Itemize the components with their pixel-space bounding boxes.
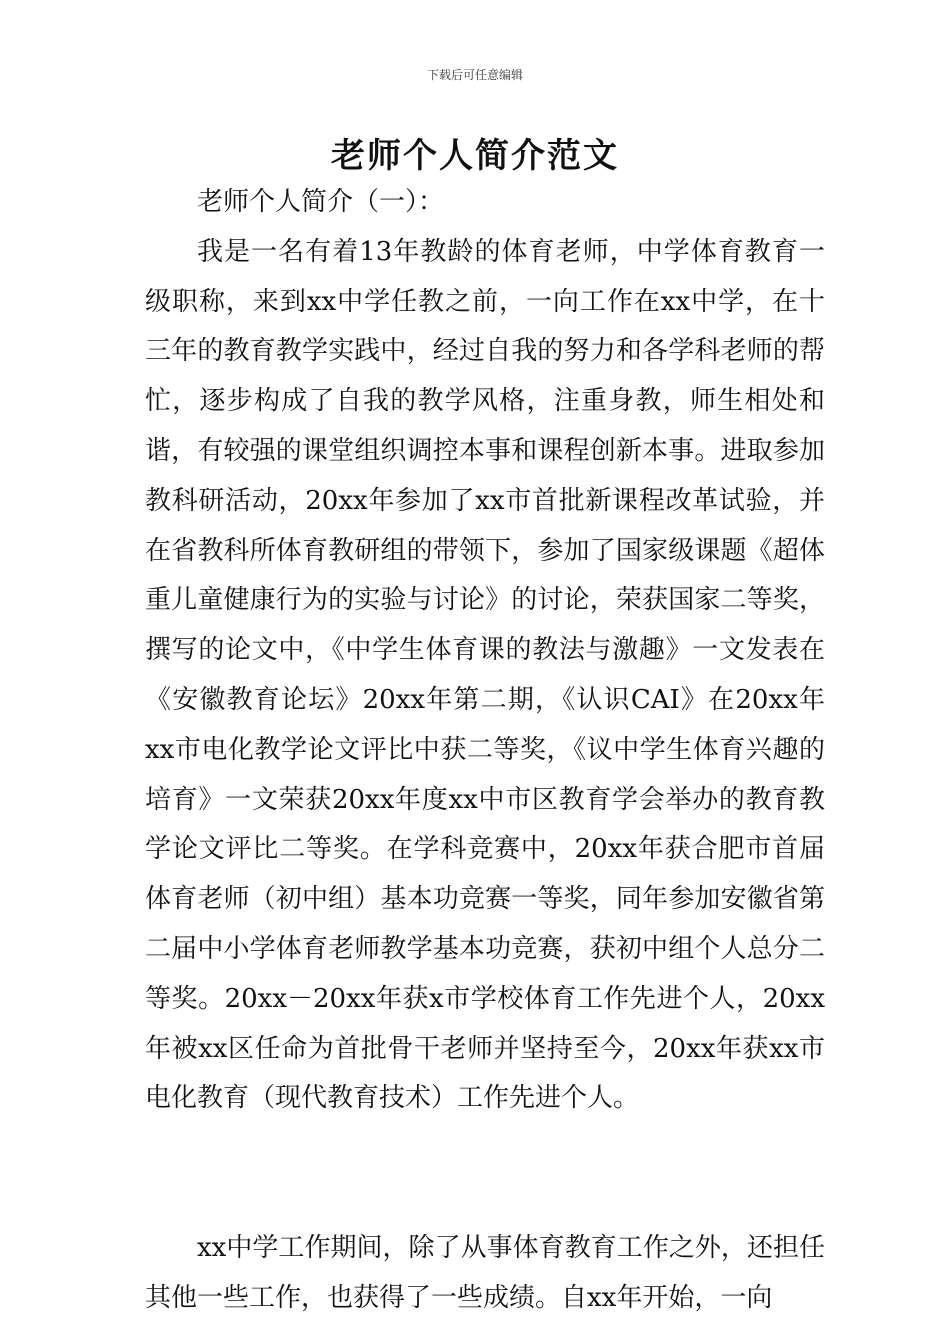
document-body — [145, 178, 825, 1323]
header-note: 下载后可任意编辑 — [426, 68, 523, 82]
page-title: 老师个人简介范文 — [331, 136, 619, 176]
paragraph-1: 我是一名有着13年教龄的体育老师，中学体育教育一级职称，来到xx中学任教之前，一向工作在xx中学，在十三年的教育教学实践中，经过自我的努力和各学科老师的帮忙，逐步构成了自我的教学风格，注重身教，师生相处和谐，有较强的课堂组织调控本事和课程创新本事。进取参加教科研活动，20xx年参加了xx市首批新课程改革试验，并在省教科所体育教研组的带领下，参加了国家级课题《超体重儿童健康行为的实验与讨论》的讨论，荣获国家二等奖，撰写的论文中，《中学生体育课的教法与激趣》一文发表在《安徽教育论坛》20xx年第二期，《认识CAI》在20xx年xx市电化教学论文评比中获二等奖，《议中学生体育兴趣的培育》一文荣获20xx年度xx中市区教育学会举办的教育教学论文评比二等奖。在学科竞赛中，20xx年获合肥市首届体育老师（初中组）基本功竞赛一等奖，同年参加安徽省第二届中小学体育老师教学基本功竞赛，获初中组个人总分二等奖。20xx－20xx年获x市学校体育工作先进个人，20xx年被xx区任命为首批骨干老师并坚持至今，20xx年获xx市电化教育（现代教育技术）工作先进个人。 — [145, 236, 825, 1114]
section-subheading: 老师个人简介（一）： — [197, 187, 445, 217]
paragraph-2: xx中学工作期间，除了从事体育教育工作之外，还担任其他一些工作，也获得了一些成绩。自xx年开始，一向 — [145, 1232, 825, 1313]
